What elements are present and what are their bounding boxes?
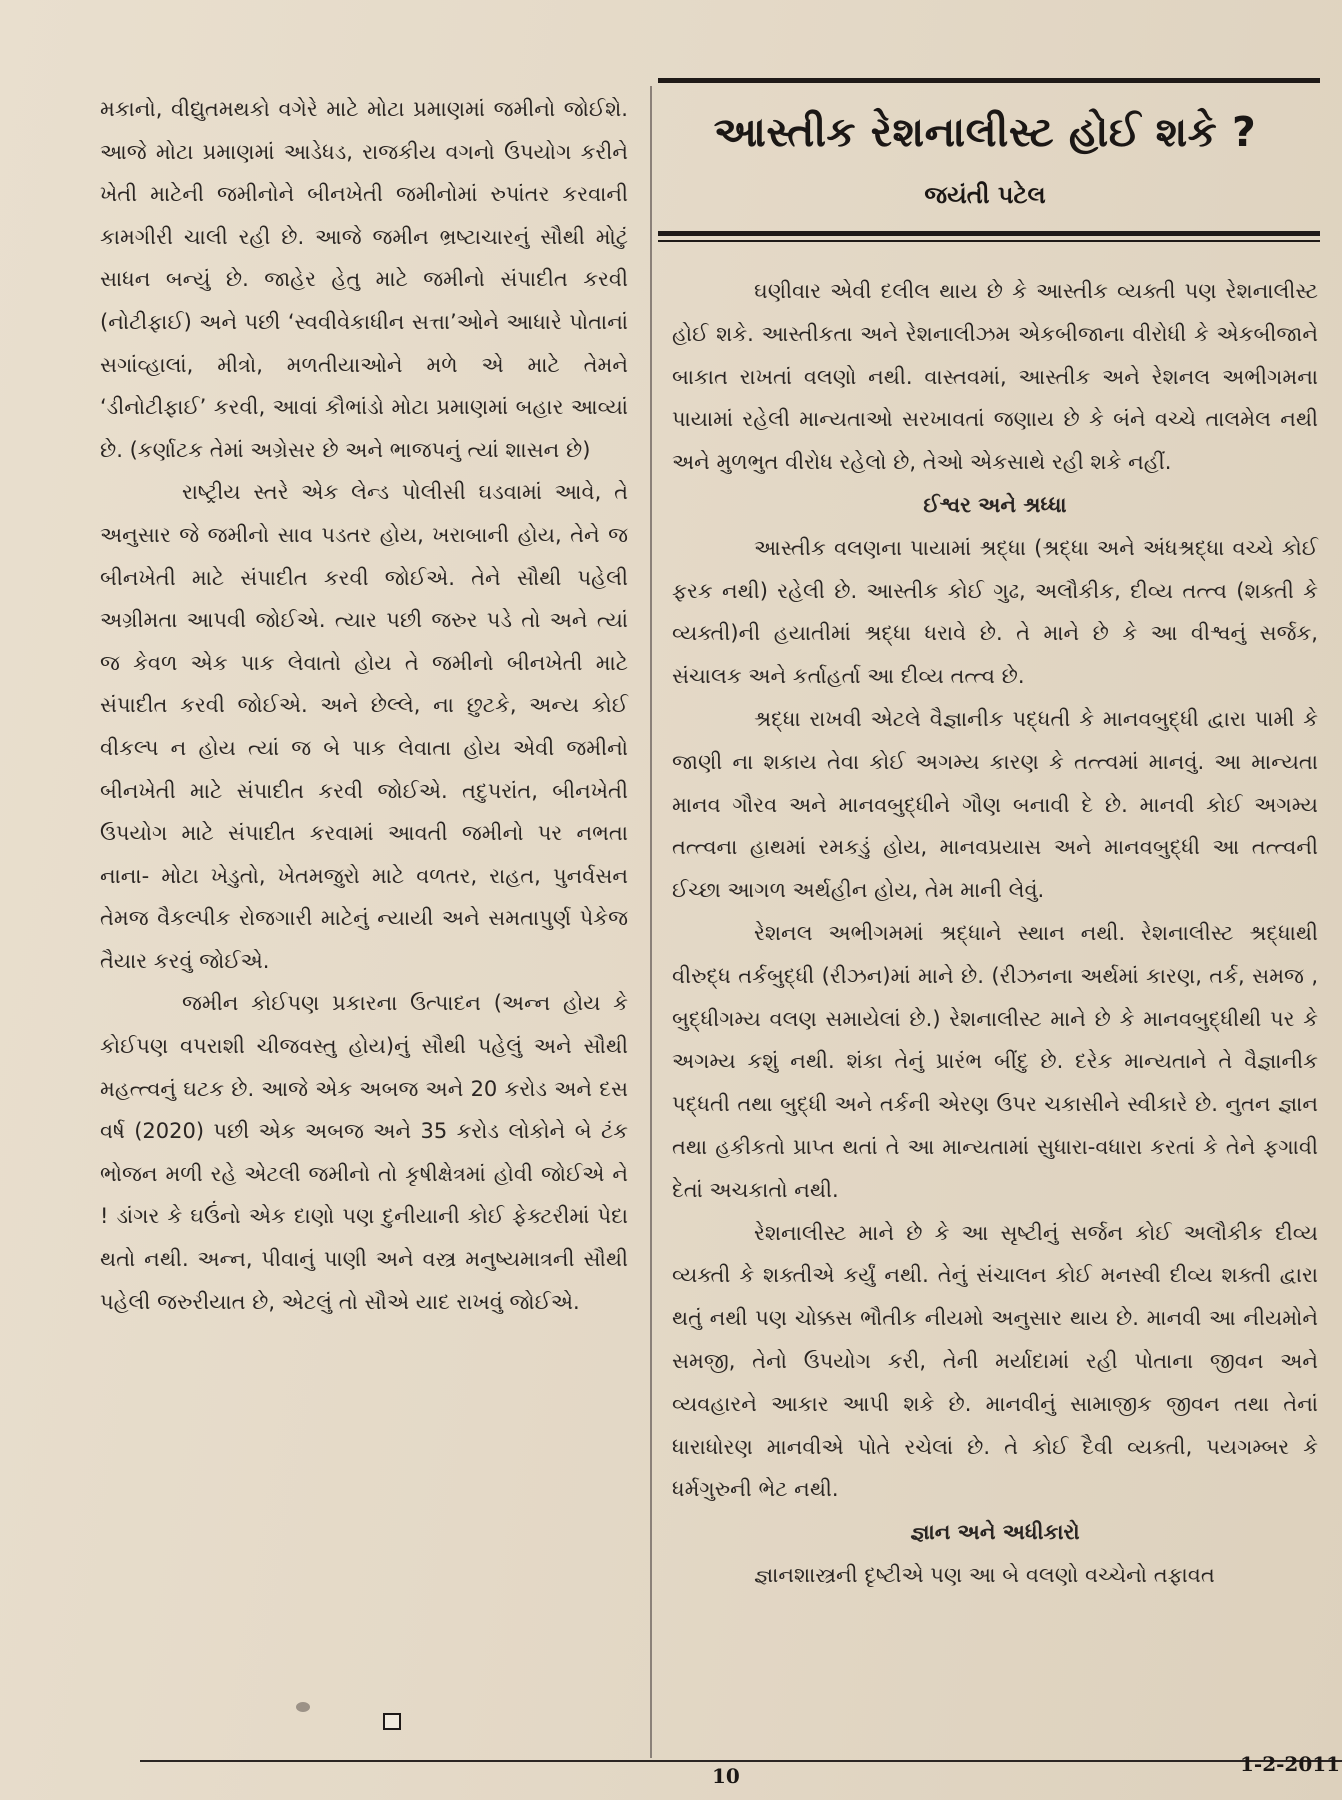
ink-smudge (296, 1702, 310, 1712)
page-number: 10 (712, 1764, 740, 1788)
article-author: જયંતી પટેલ (924, 181, 1046, 209)
article-body (672, 270, 1318, 1597)
body-paragraph: રેશનાલીસ્ટ માને છે કે આ સૃષ્ટીનું સર્જન કોઈ અલૌકીક દીવ્ય વ્યક્તી કે શક્તીએ કર્યું નથી. તેનું સંચાલન કોઈ મનસ્વી દીવ્ય શક્તી દ્વારા થતું નથી પણ ચોક્કસ ભૌતીક નીયમો અનુસાર થાય છે. માનવી આ નીયમોને સમજી, તેનો ઉપયોગ કરી, તેની મર્યાદામાં રહી પોતાના જીવન અને વ્યવહારને આકાર આપી શકે છે. માનવીનું સામાજીક જીવન તથા તેનાં ધારાધોરણ માનવીએ પોતે રચેલાં છે. તે કોઈ દૈવી વ્યક્તી, પયગમ્બર કે ધર્મગુરુની ભેટ નથી. (672, 1220, 1318, 1502)
body-paragraph: આસ્તીક વલણના પાયામાં શ્રદ્ધા (શ્રદ્ધા અને અંધશ્રદ્ધા વચ્ચે કોઈ ફરક નથી) રહેલી છે. આસ્તીક કોઈ ગુઢ, અલૌકીક, દીવ્ય તત્ત્વ (શક્તી કે વ્યક્તી)ની હયાતીમાં શ્રદ્ધા ધરાવે છે. તે માને છે કે આ વીશ્વનું સર્જક, સંચાલક અને કર્તાહર્તા આ દીવ્ય તત્ત્વ છે. (672, 535, 1318, 689)
left-paragraph: મકાનો, વીદ્યુતમથકો વગેરે માટે મોટા પ્રમાણમાં જમીનો જોઈશે. આજે મોટા પ્રમાણમાં આડેધડ, રાજકીય વગનો ઉપયોગ કરીને ખેતી માટેની જમીનોને બીનખેતી જમીનોમાં રુપાંતર કરવાની કામગીરી ચાલી રહી છે. આજે જમીન ભ્રષ્ટાચારનું સૌથી મોટું સાધન બન્યું છે. જાહેર હેતુ માટે જમીનો સંપાદીત કરવી (નોટીફાઈ) અને પછી ‘સ્વવીવેકાધીન સત્તા’ઓને આધારે પોતાનાં સગાંવ્હાલાં, મીત્રો, મળતીયાઓને મળે એ માટે તેમને ‘ડીનોટીફાઈ’ કરવી, આવાં કૌભાંડો મોટા પ્રમાણમાં બહાર આવ્યાં છે. (કર્ણાટક તેમાં અગ્રેસર છે અને ભાજપનું ત્યાં શાસન છે) (100, 97, 628, 462)
section-heading: ઈશ્વર અને શ્રધ્ધા (923, 492, 1067, 517)
body-paragraph: જ્ઞાનશાસ્ત્રની દૃષ્ટીએ પણ આ બે વલણો વચ્ચેનો તફાવત (754, 1562, 1215, 1587)
left-column-continued-article (100, 88, 628, 1323)
left-paragraph: રાષ્ટ્રીય સ્તરે એક લેન્ડ પોલીસી ઘડવામાં આવે, તે અનુસાર જે જમીનો સાવ પડતર હોય, ખરાબાની હોય, તેને જ બીનખેતી માટે સંપાદીત કરવી જોઈએ. તેને સૌથી પહેલી અગ્રીમતા આપવી જોઈએ. ત્યાર પછી જરુર પડે તો અને ત્યાં જ કેવળ એક પાક લેવાતો હોય તે જમીનો બીનખેતી માટે સંપાદીત કરવી જોઈએ. અને છેલ્લે, ના છુટકે, અન્ય કોઈ વીકલ્પ ન હોય ત્યાં જ બે પાક લેવાતા હોય એવી જમીનો બીનખેતી માટે સંપાદીત કરવી જોઈએ. તદુપરાંત, બીનખેતી ઉપયોગ માટે સંપાદીત કરવામાં આવતી જમીનો પર નભતા નાના- મોટા ખેડુતો, ખેતમજુરો માટે વળતર, રાહત, પુનર્વસન તેમજ વૈકલ્પીક રોજગારી માટેનું ન્યાયી અને સમતાપુર્ણ પેકેજ તૈયાર કરવું જોઈએ. (100, 480, 628, 973)
footer-rule (140, 1760, 1342, 1762)
header-bottom-thin-rule (658, 240, 1320, 242)
right-column-article (650, 78, 1320, 1597)
intro-paragraph: ઘણીવાર એવી દલીલ થાય છે કે આસ્તીક વ્યક્તી પણ રેશનાલીસ્ટ હોઈ શકે. આસ્તીકતા અને રેશનાલીઝમ એકબીજાના વીરોધી કે એકબીજાને બાકાત રાખતાં વલણો નથી. વાસ્તવમાં, આસ્તીક અને રેશનલ અભીગમના પાયામાં રહેલી માન્યતાઓ સરખાવતાં જણાય છે કે બંને વચ્ચે તાલમેલ નથી અને મુળભુત વીરોધ રહેલો છે, તેઓ એકસાથે રહી શકે નહીં. (672, 279, 1318, 475)
issue-date: 1-2-2011 (1240, 1752, 1341, 1776)
header-top-rule (658, 78, 1320, 83)
header-bottom-rule (658, 231, 1320, 236)
article-title: આસ્તીક રેશનાલીસ્ટ હોઈ શકે ? (713, 108, 1257, 156)
body-paragraph: શ્રદ્ધા રાખવી એટલે વૈજ્ઞાનીક પદ્ધતી કે માનવબુદ્ધી દ્વારા પામી કે જાણી ના શકાય તેવા કોઈ અગમ્ય કારણ કે તત્ત્વમાં માનવું. આ માન્યતા માનવ ગૌરવ અને માનવબુદ્ધીને ગૌણ બનાવી દે છે. માનવી કોઈ અગમ્ય તત્ત્વના હાથમાં રમકડું હોય, માનવપ્રયાસ અને માનવબુદ્ધી આ તત્ત્વની ઈચ્છા આગળ અર્થહીન હોય, તેમ માની લેવું. (672, 706, 1318, 903)
left-paragraph: જમીન કોઈપણ પ્રકારના ઉત્પાદન (અન્ન હોય કે કોઈપણ વપરાશી ચીજવસ્તુ હોય)નું સૌથી પહેલું અને સૌથી મહત્ત્વનું ઘટક છે. આજે એક અબજ અને 20 કરોડ અને દસ વર્ષ (2020) પછી એક અબજ અને 35 કરોડ લોકોને બે ટંક ભોજન મળી રહે એટલી જમીનો તો કૃષીક્ષેત્રમાં હોવી જોઈએ ને ! ડાંગર કે ઘઉંનો એક દાણો પણ દુનીયાની કોઈ ફેક્ટરીમાં પેદા થતો નથી. અન્ન, પીવાનું પાણી અને વસ્ત્ર મનુષ્યમાત્રની સૌથી પહેલી જરુરીયાત છે, એટલું તો સૌએ યાદ રાખવું જોઈએ. (100, 991, 628, 1314)
body-paragraph: રેશનલ અભીગમમાં શ્રદ્ધાને સ્થાન નથી. રેશનાલીસ્ટ શ્રદ્ધાથી વીરુદ્ધ તર્કબુદ્ધી (રીઝન)માં માને છે. (રીઝનના અર્થમાં કારણ, તર્ક, સમજ , બુદ્ધીગમ્ય વલણ સમાયેલાં છે.) રેશનાલીસ્ટ માને છે કે માનવબુદ્ધીથી પર કે અગમ્ય કશું નથી. શંકા તેનું પ્રારંભ બીંદુ છે. દરેક માન્યતાને તે વૈજ્ઞાનીક પદ્ધતી તથા બુદ્ધી અને તર્કની એરણ ઉપર ચકાસીને સ્વીકારે છે. નુતન જ્ઞાન તથા હકીકતો પ્રાપ્ત થતાં તે આ માન્યતામાં સુધારા-વધારા કરતાં કે તેને ફગાવી દેતાં અચકાતો નથી. (672, 920, 1318, 1202)
article-end-square-icon (383, 1713, 401, 1730)
section-heading: જ્ઞાન અને અધીકારો (910, 1520, 1080, 1545)
